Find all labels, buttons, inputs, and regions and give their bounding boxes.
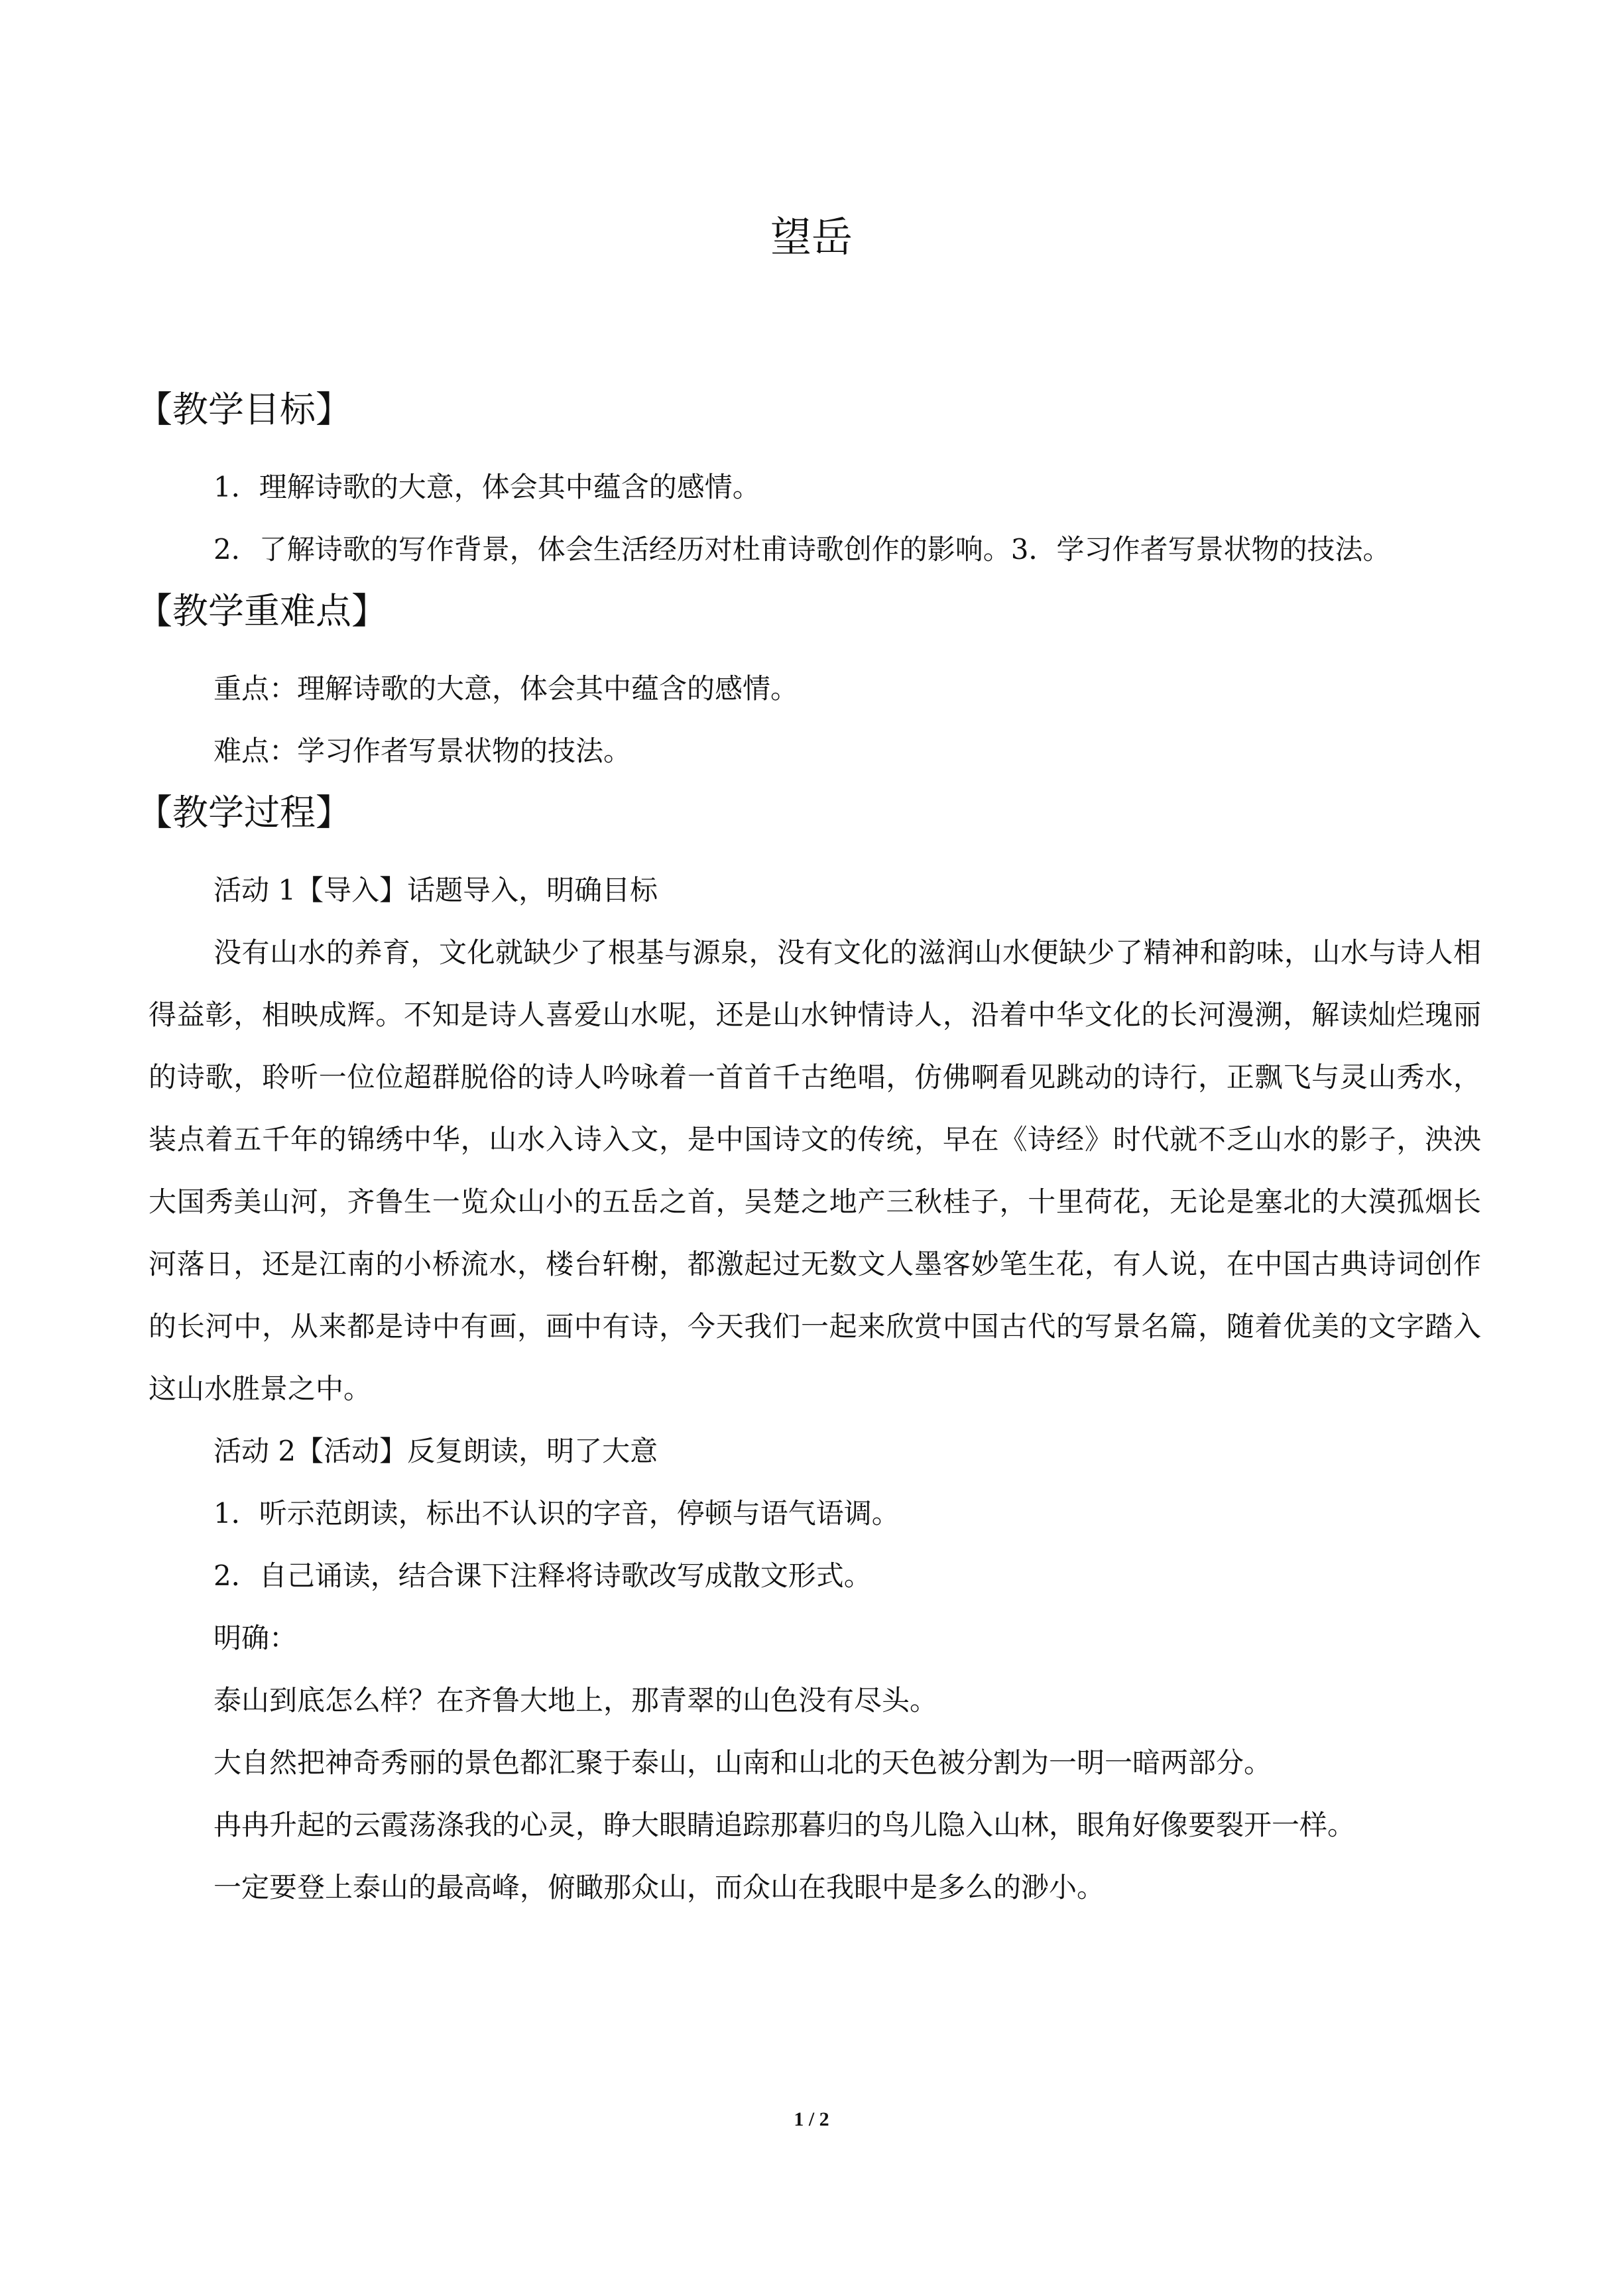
activity-2-item: 1．听示范朗读，标出不认识的字音，停顿与语气语调。 bbox=[213, 1497, 900, 1530]
prose-line: 一定要登上泰山的最高峰，俯瞰那众山，而众山在我眼中是多么的渺小。 bbox=[213, 1871, 1105, 1903]
heading-teaching-goals: 【教学目标】 bbox=[137, 389, 351, 430]
activity-1-text: 没有山水的养育，文化就缺少了根基与源泉，没有文化的滋润山水便缺少了精神和韵味，山水与诗人相得益彰，相映成辉。不知是诗人喜爱山水呢，还是山水钟情诗人，沿着中华文化的长河漫溯，解读灿烂瑰丽的诗歌，聆听一位位超群脱俗的诗人吟咏着一首首千古绝唱，仿佛啊看见跳动的诗行，正飘飞与灵山秀水，装点着五千年的锦绣中华，山水入诗入文，是中国诗文的传统，早在《诗经》时代就不乏山水的影子，泱泱大国秀美山河，齐鲁生一览众山小的五岳之首，吴楚之地产三秋桂子，十里荷花，无论是塞北的大漠孤烟长河落日，还是江南的小桥流水，楼台轩榭，都激起过无数文人墨客妙笔生花，有人说，在中国古典诗词创作的长河中，从来都是诗中有画，画中有诗，今天我们一起来欣赏中国古代的写景名篇，随着优美的文字踏入这山水胜景之中。 bbox=[149, 936, 1481, 1405]
document-title: 望岳 bbox=[770, 213, 853, 261]
activity-1-title: 活动 1【导入】话题导入，明确目标 bbox=[213, 874, 658, 906]
goal-item: 2．了解诗歌的写作背景，体会生活经历对杜甫诗歌创作的影响。3．学习作者写景状物的技法。 bbox=[213, 533, 1391, 566]
page-number: 1 / 2 bbox=[794, 2108, 829, 2130]
prose-line: 大自然把神奇秀丽的景色都汇聚于泰山，山南和山北的天色被分割为一明一暗两部分。 bbox=[213, 1746, 1272, 1779]
heading-key-points: 【教学重难点】 bbox=[137, 590, 387, 632]
key-point-item: 重点：理解诗歌的大意，体会其中蕴含的感情。 bbox=[213, 672, 799, 705]
prose-line: 冉冉升起的云霞荡涤我的心灵，睁大眼睛追踪那暮归的鸟儿隐入山林，眼角好像要裂开一样。 bbox=[213, 1809, 1356, 1841]
activity-2-item: 2．自己诵读，结合课下注释将诗歌改写成散文形式。 bbox=[213, 1559, 872, 1592]
activity-2-clarify-label: 明确： bbox=[213, 1622, 298, 1654]
heading-teaching-process: 【教学过程】 bbox=[137, 792, 351, 833]
difficult-point-item: 难点：学习作者写景状物的技法。 bbox=[213, 735, 632, 767]
prose-line: 泰山到底怎么样？在齐鲁大地上，那青翠的山色没有尽头。 bbox=[213, 1684, 938, 1717]
activity-2-title: 活动 2【活动】反复朗读，明了大意 bbox=[213, 1435, 658, 1467]
document-body bbox=[137, 386, 1481, 1919]
goal-item: 1．理解诗歌的大意，体会其中蕴含的感情。 bbox=[213, 471, 760, 503]
